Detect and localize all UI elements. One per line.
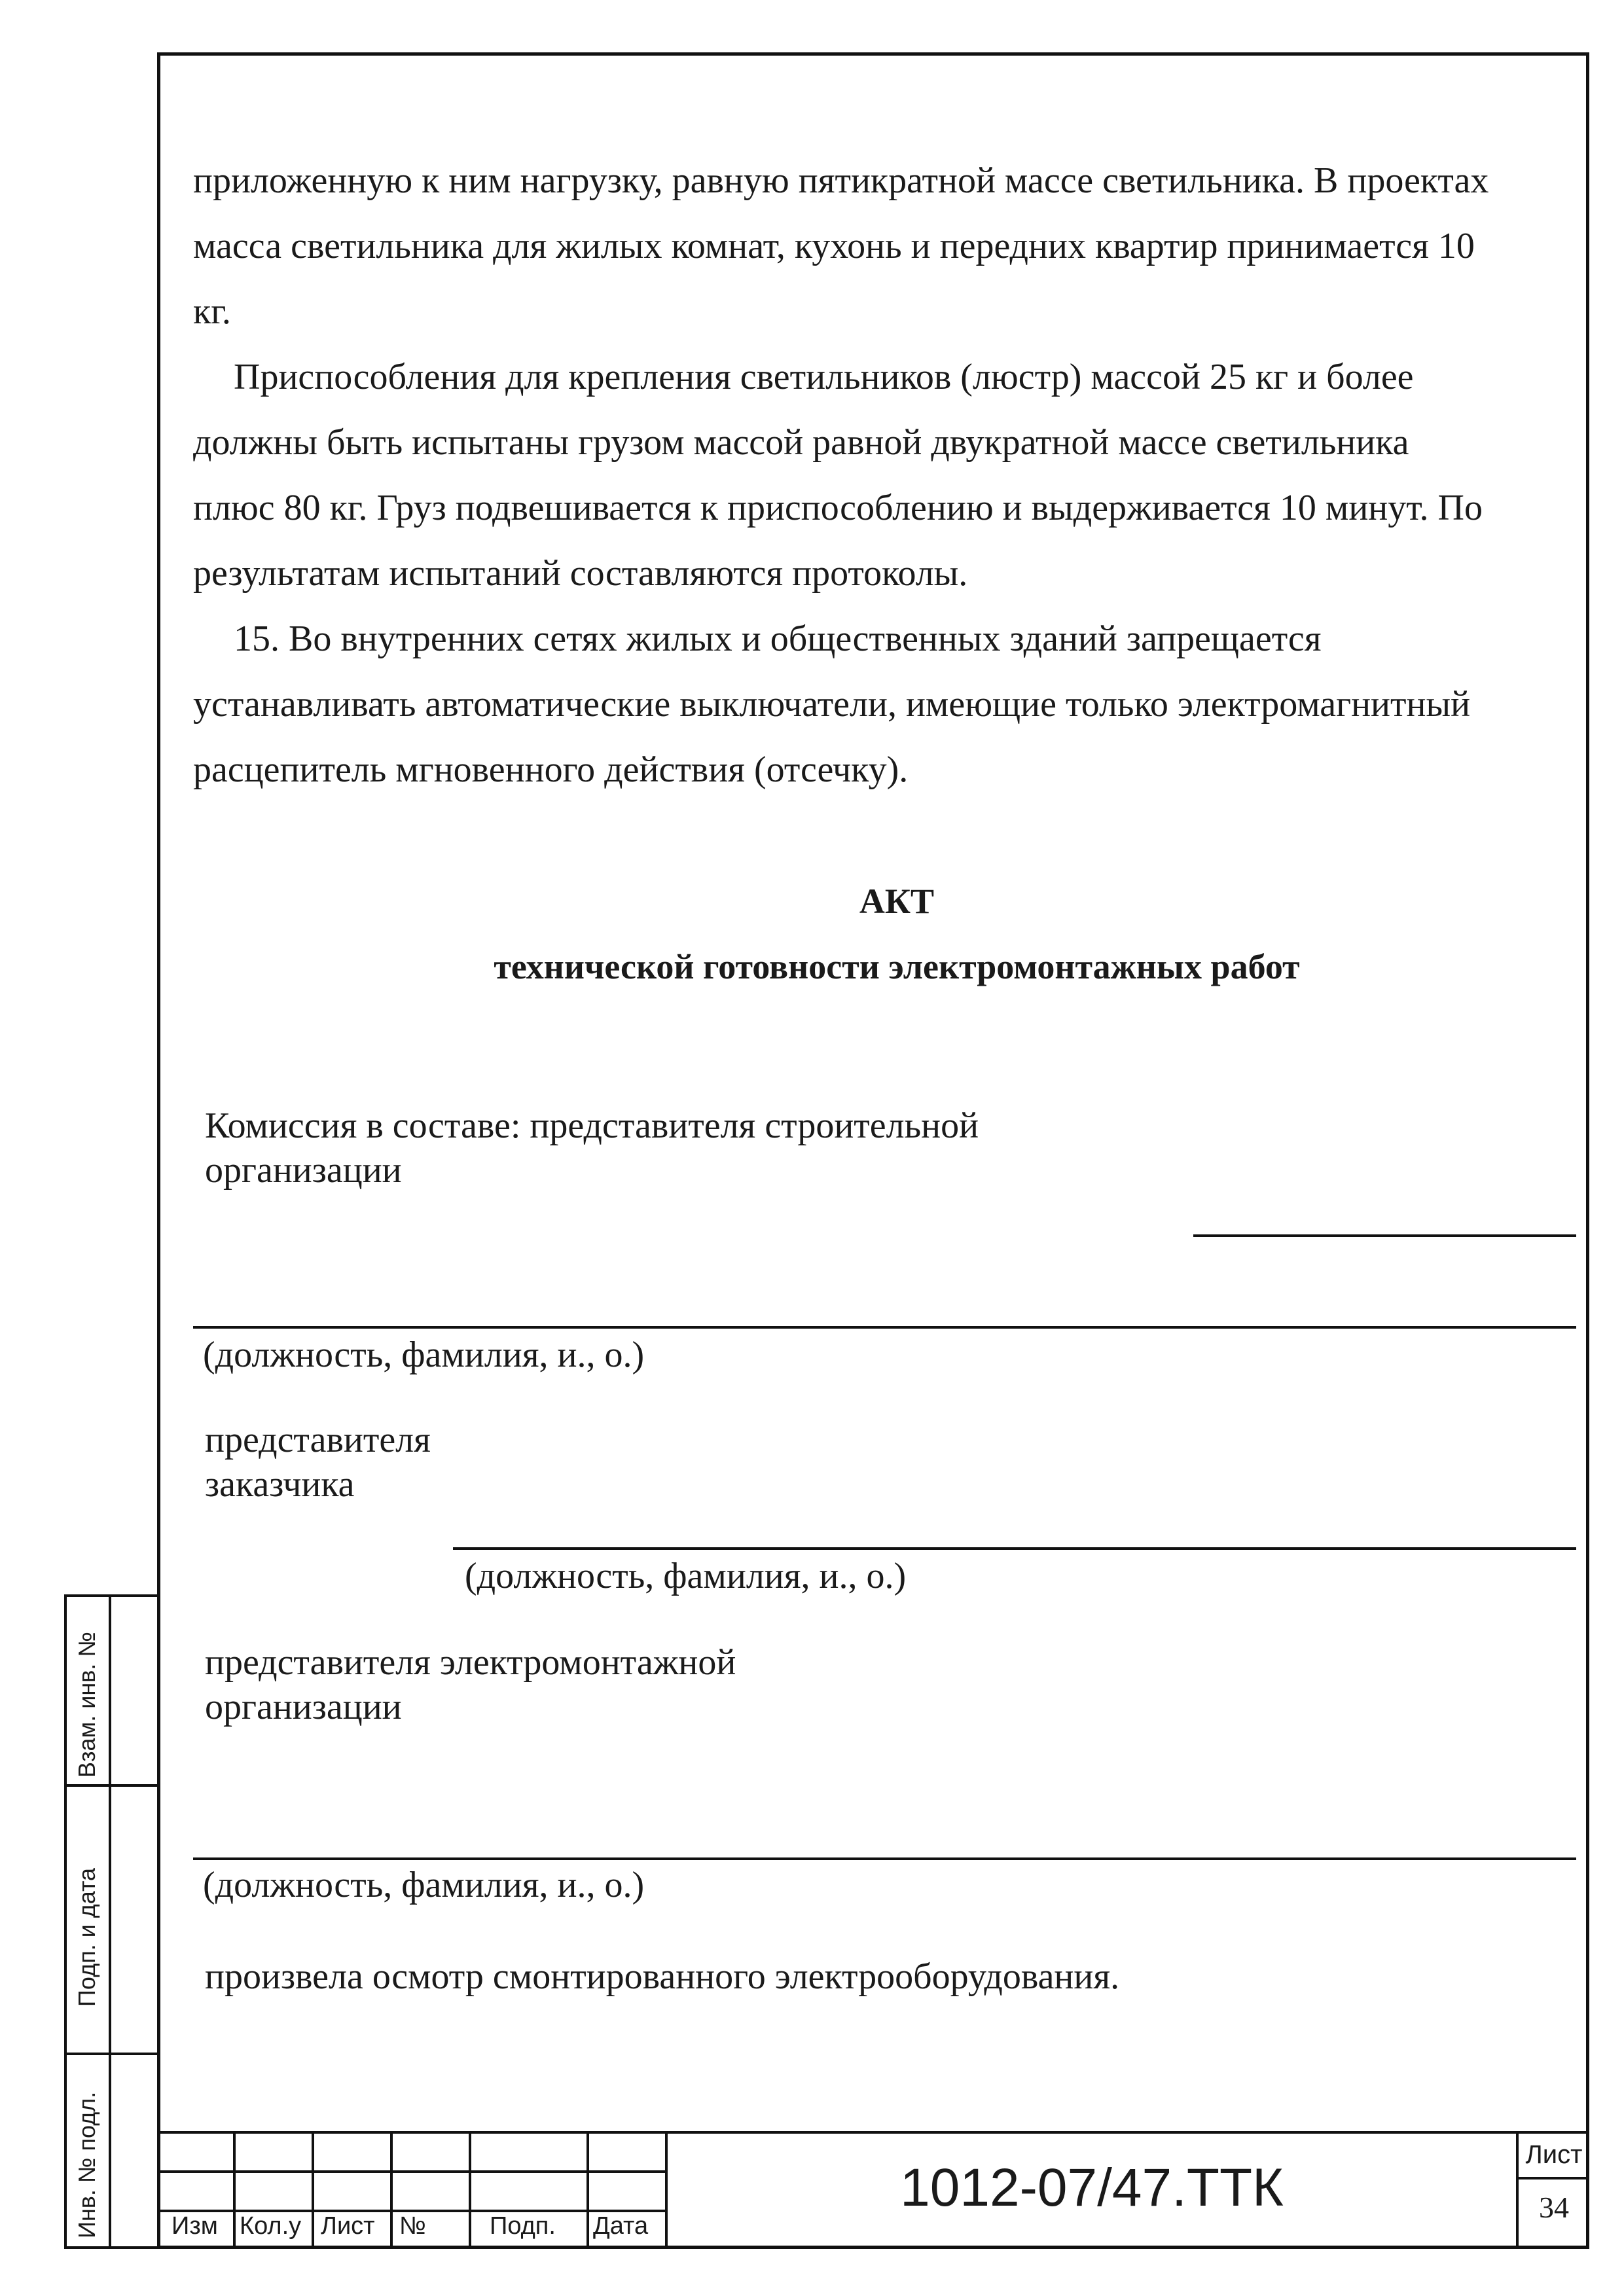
commission-label — [205, 1103, 979, 1193]
paragraph-breakers — [193, 606, 1574, 802]
document-number: 1012-07/47.ТТК — [900, 2158, 1284, 2217]
side-stamp-divider — [64, 2246, 160, 2249]
side-stamp-border — [64, 1594, 67, 2249]
text-line: результатам испытаний составляются протоколы. — [193, 553, 968, 594]
text-line: должны быть испытаны грузом массой равной двукратной массе светильника — [193, 422, 1409, 463]
side-stamp-divider — [64, 2053, 160, 2055]
title-block-top-border — [157, 2131, 1589, 2134]
text-line: 15. Во внутренних сетях жилых и общественных зданий запрещается — [234, 619, 1322, 659]
electro-label — [205, 1640, 736, 1729]
col-no: № — [399, 2212, 426, 2240]
title-block-col-divider — [312, 2131, 314, 2249]
col-data: Дата — [593, 2212, 649, 2240]
title-block-col-divider — [390, 2131, 393, 2249]
text-line: приложенную к ним нагрузку, равную пятикратной массе светильника. В проектах — [193, 160, 1489, 201]
position-caption: (должность, фамилия, и., о.) — [465, 1556, 907, 1596]
closing-text: произвела осмотр смонтированного электрооборудования. — [205, 1956, 1120, 1997]
commission-line: организации — [205, 1150, 402, 1191]
title-block-row-divider — [1516, 2177, 1589, 2179]
col-podp: Подп. — [490, 2212, 556, 2240]
position-caption: (должность, фамилия, и., о.) — [203, 1335, 645, 1375]
customer-label — [205, 1418, 431, 1507]
signature-line — [193, 1326, 1576, 1329]
act-subtitle: технической готовности электромонтажных работ — [494, 947, 1300, 986]
side-stamp-divider — [64, 1594, 160, 1597]
col-kolu: Кол.у — [240, 2212, 302, 2240]
side-stamp-divider — [109, 1594, 111, 2249]
act-title: АКТ — [859, 882, 935, 921]
title-block-col-divider — [586, 2131, 589, 2249]
sheet-label: Лист — [1525, 2140, 1583, 2169]
paragraph-fixture-test — [193, 344, 1574, 606]
position-caption: (должность, фамилия, и., о.) — [203, 1865, 645, 1905]
electro-line: представителя электромонтажной — [205, 1642, 736, 1683]
text-line: кг. — [193, 291, 231, 332]
text-line: плюс 80 кг. Груз подвешивается к приспособлению и выдерживается 10 минут. По — [193, 488, 1483, 528]
stamp-inv-podl: Инв. № подл. — [73, 2091, 100, 2238]
col-izm: Изм — [171, 2212, 218, 2240]
text-line: Приспособления для крепления светильников (люстр) массой 25 кг и более — [234, 357, 1414, 397]
text-line: устанавливать автоматические выключатели, имеющие только электромагнитный — [193, 684, 1471, 725]
col-list: Лист — [321, 2212, 375, 2240]
customer-line: заказчика — [205, 1464, 355, 1505]
text-line: масса светильника для жилых комнат, кухонь и передних квартир принимается 10 — [193, 226, 1475, 266]
stamp-vzam-inv: Взам. инв. № — [73, 1631, 100, 1778]
electro-line: организации — [205, 1687, 402, 1727]
paragraph-load-test — [193, 148, 1574, 344]
title-block-col-divider — [233, 2131, 236, 2249]
customer-line: представителя — [205, 1420, 431, 1460]
title-block-col-divider — [469, 2131, 471, 2249]
signature-line — [453, 1547, 1576, 1550]
text-line: расцепитель мгновенного действия (отсечку). — [193, 749, 909, 790]
side-stamp-divider — [64, 1784, 160, 1787]
signature-line — [193, 1857, 1576, 1860]
commission-line: Комиссия в составе: представителя строительной — [205, 1105, 979, 1146]
stamp-podp-data: Подп. и дата — [73, 1867, 100, 2007]
sheet-number: 34 — [1539, 2191, 1569, 2224]
signature-line — [1193, 1234, 1576, 1237]
